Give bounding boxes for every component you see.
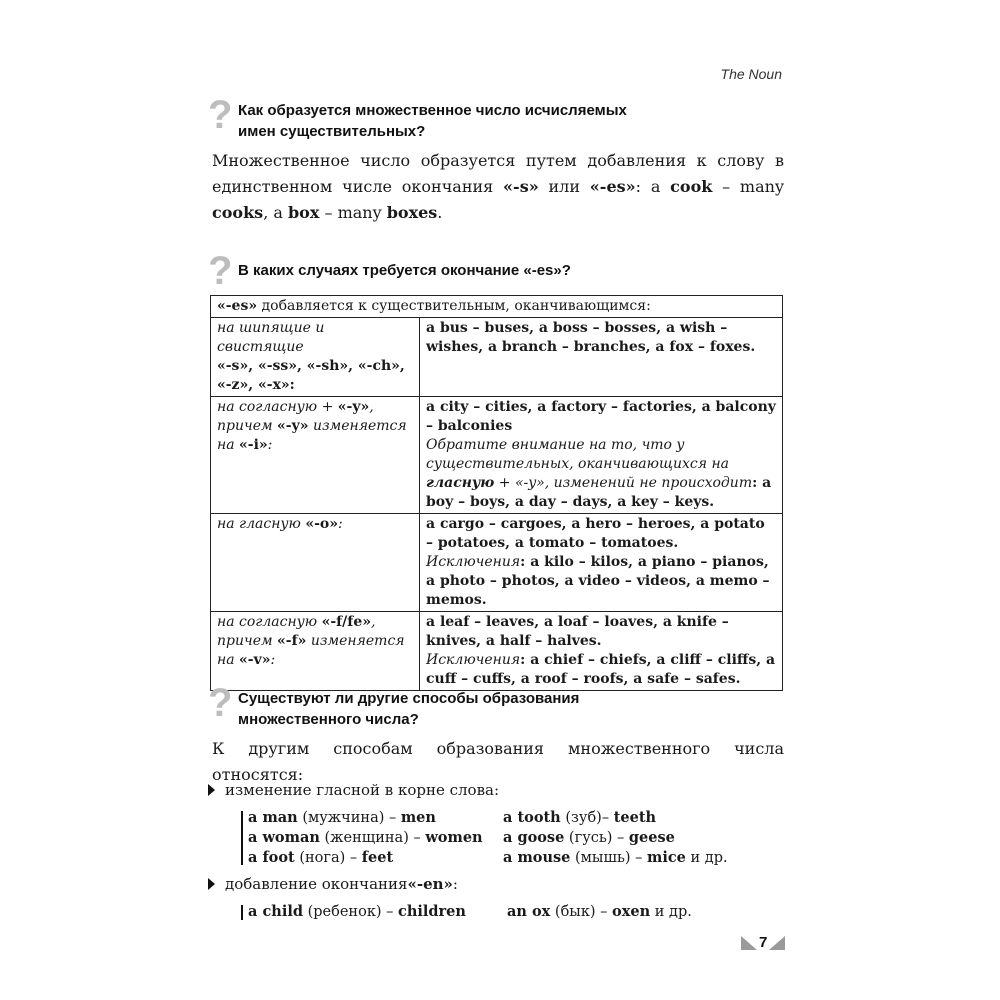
question-mark-icon: ? <box>208 93 233 137</box>
bullet-2 <box>208 874 458 894</box>
text: : <box>452 875 458 893</box>
examples-left <box>248 808 498 868</box>
text: на <box>217 437 240 453</box>
text: – many <box>319 203 387 222</box>
rule-cell <box>211 514 420 612</box>
note-emphasis: гласную <box>426 475 495 491</box>
examples-cell: a bus – buses, a boss – bosses, a wish – wishes, a branch – branches, a fox – foxes. <box>420 318 783 397</box>
text: на согласную + <box>217 399 338 415</box>
bracket-bar <box>241 811 243 865</box>
left-corner-triangle-icon <box>741 936 757 950</box>
examples: a leaf – leaves, a loaf – loaves, a knife – knives, a half – halves. <box>426 614 729 649</box>
question-mark-icon: ? <box>208 249 233 293</box>
page-number <box>741 934 785 951</box>
suffix-s: «-s» <box>503 177 539 196</box>
table-header-cell <box>211 296 783 318</box>
examples-right <box>503 808 763 868</box>
rule-cell <box>211 397 420 514</box>
text: изменяется <box>308 418 407 434</box>
bullet-2-text: добавление окончания <box>225 875 408 893</box>
suffixes: «-s», «-ss», «-sh», «-ch», <box>217 358 405 374</box>
question-1-text <box>238 100 627 142</box>
text: : a <box>635 177 671 196</box>
bullet-1 <box>208 780 499 800</box>
example-row: a goose (гусь) – geese <box>503 829 675 846</box>
question-3-line-2: множественного числа? <box>238 711 419 728</box>
question-2 <box>208 249 571 293</box>
suffix: «-f/fe» <box>321 614 371 630</box>
suffixes: «-z», «-x»: <box>217 377 295 393</box>
note: + «-y», изменений не происходит <box>494 475 753 491</box>
table-header-row <box>211 296 783 318</box>
text: . <box>437 203 443 222</box>
question-1 <box>208 93 627 142</box>
exceptions: : a kilo – kilos, a piano – pianos, a photo – photos, a video – videos, a memo – memos. <box>426 554 770 608</box>
text: : <box>270 652 276 668</box>
text: Множественное число образуется путем добавления к слову в единственном числе окончания <box>212 151 784 196</box>
examples-left-2 <box>248 902 498 922</box>
question-3-line-1: Существуют ли другие способы образования <box>238 690 580 707</box>
text: причем <box>217 633 278 649</box>
examples-right-2 <box>507 902 767 922</box>
example-row: a foot (нога) – feet <box>248 849 394 866</box>
bullet-triangle-icon <box>208 784 215 796</box>
bullet-1-text: изменение гласной в корне слова: <box>225 781 500 799</box>
table-row <box>211 612 783 691</box>
question-mark-icon: ? <box>208 681 233 725</box>
exceptions-label: Исключения <box>426 652 521 668</box>
examples: : a boy – boys, a day – days, a key – keys. <box>426 475 772 510</box>
suffix: «-y» <box>277 418 309 434</box>
suffix-en: «-en» <box>407 875 453 893</box>
text: : <box>337 516 343 532</box>
word: cook <box>670 177 713 196</box>
question-3-text <box>238 688 579 730</box>
text: на шипящие и свистящие <box>217 320 325 355</box>
text: причем <box>217 418 278 434</box>
exceptions-label: Исключения <box>426 554 521 570</box>
running-header: The Noun <box>720 66 782 82</box>
text: : <box>267 437 273 453</box>
text: на гласную <box>217 516 306 532</box>
text: , a <box>263 203 288 222</box>
text: на согласную <box>217 614 322 630</box>
page-number-text: 7 <box>759 934 768 951</box>
paragraph-2: К другим способам образования множественного числа относятся: <box>212 739 784 784</box>
question-1-line-1: Как образуется множественное число исчисляемых <box>238 102 627 119</box>
example-row: an ox (бык) – oxen и др. <box>507 903 692 920</box>
word: boxes <box>386 203 438 222</box>
examples-cell <box>420 612 783 691</box>
table-row <box>211 318 783 397</box>
rule-cell <box>211 318 420 397</box>
text: изменяется <box>306 633 405 649</box>
text: – many <box>712 177 784 196</box>
bullet-triangle-icon <box>208 878 215 890</box>
text: добавляется к существительным, оканчивающимся: <box>257 298 651 314</box>
suffix-es: «-es» <box>217 298 258 314</box>
note: Обратите внимание на то, что у существительных, оканчивающихся на <box>426 437 730 472</box>
es-rules-table <box>210 295 783 691</box>
examples: a cargo – cargoes, a hero – heroes, a potato – potatoes, a tomato – tomatoes. <box>426 516 765 551</box>
examples: a city – cities, a factory – factories, a balcony – balconies <box>426 399 776 434</box>
text: , <box>370 614 376 630</box>
suffix: «-f» <box>277 633 307 649</box>
question-2-text: В каких случаях требуется окончание «-es»? <box>238 262 571 279</box>
paragraph-1 <box>212 148 784 226</box>
suffix: «-i» <box>239 437 268 453</box>
word: cooks <box>212 203 264 222</box>
text: , <box>369 399 374 415</box>
suffix: «-y» <box>337 399 370 415</box>
suffix: «-o» <box>305 516 338 532</box>
example-row: a mouse (мышь) – mice и др. <box>503 849 728 866</box>
text: на <box>217 652 240 668</box>
suffix-es: «-es» <box>589 177 636 196</box>
example-row: a child (ребенок) – children <box>248 903 466 920</box>
exceptions: : a chief – chiefs, a cliff – cliffs, a cuff – cuffs, a roof – roofs, a safe – safes. <box>426 652 776 687</box>
question-3 <box>208 681 580 730</box>
rule-cell <box>211 612 420 691</box>
table-row <box>211 397 783 514</box>
bracket-bar <box>241 905 243 920</box>
examples-cell <box>420 397 783 514</box>
examples-cell <box>420 514 783 612</box>
example-row: a woman (женщина) – women <box>248 829 483 846</box>
suffix: «-v» <box>239 652 271 668</box>
example-row: a man (мужчина) – men <box>248 809 436 826</box>
example-row: a tooth (зуб)– teeth <box>503 809 657 826</box>
question-1-line-2: имен существительных? <box>238 123 426 140</box>
table-row <box>211 514 783 612</box>
right-corner-triangle-icon <box>769 936 785 950</box>
text: или <box>538 177 590 196</box>
word: box <box>287 203 320 222</box>
